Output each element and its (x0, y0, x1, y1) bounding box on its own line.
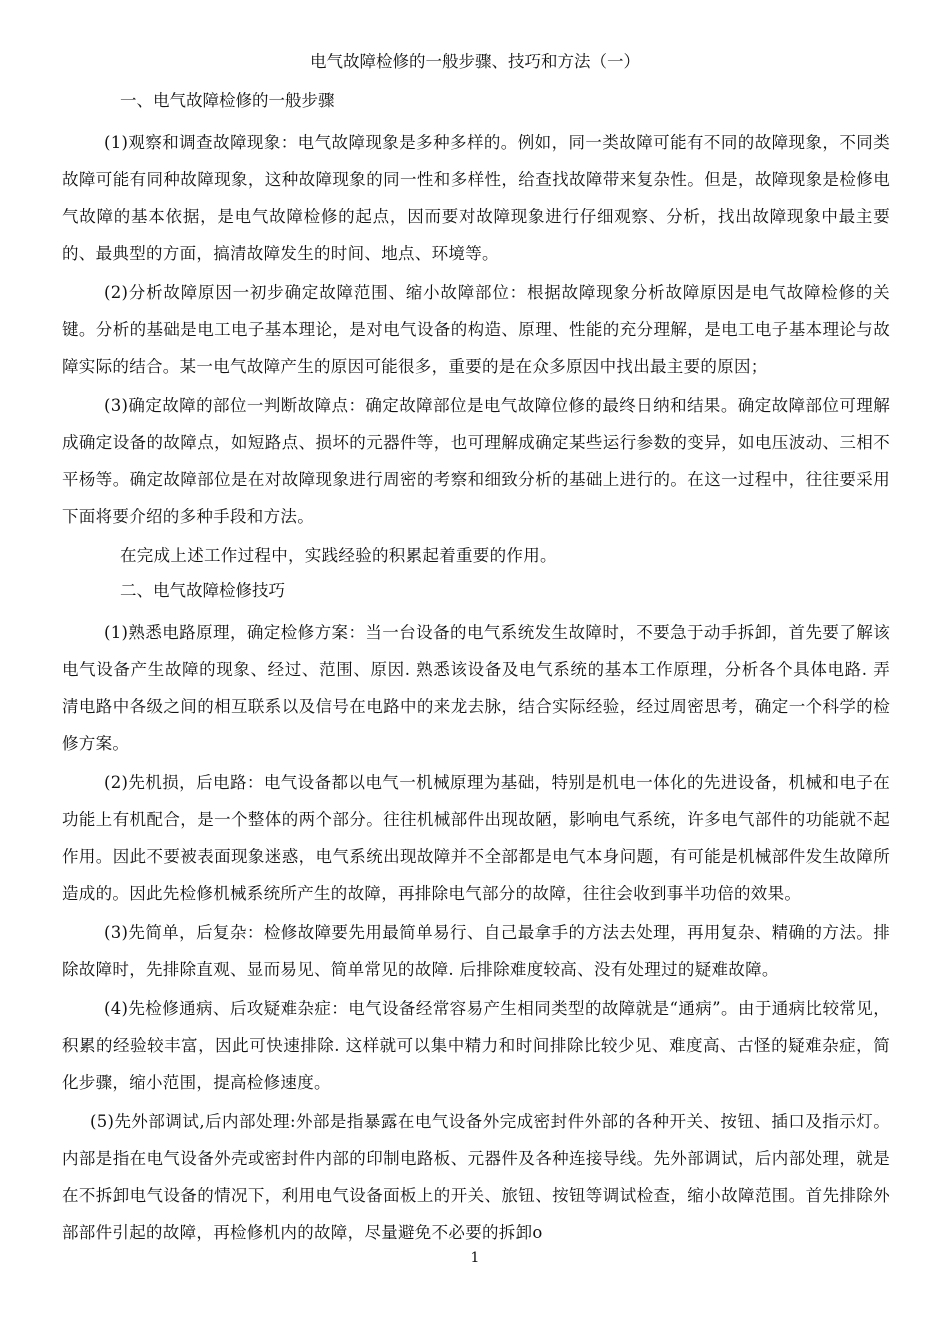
document-title: 电气故障检修的一般步骤、技巧和方法（一） (310, 52, 640, 71)
page-number: 1 (470, 1250, 480, 1266)
section-2-paragraph-5: (5)先外部调试,后内部处理:外部是指暴露在电气设备外完成密封件外部的各种开关、按钮、插口及指示灯。内部是指在电气设备外壳或密封件内部的印制电路板、元器件及各种连接导线。先外部调试，后内部处理，就是在不拆卸电气设备的情况下，利用电气设备面板上的开关、旅钮、按钮等调试检查，缩小故障范围。首先排除外部部件引起的故障，再检修机内的故障，尽量避免不必要的拆卸o (62, 1112, 890, 1242)
section-2-heading: 二、电气故障检修技巧 (120, 581, 285, 600)
section-2-paragraph-1: (1)熟悉电路原理，确定检修方案：当一台设备的电气系统发生故障时，不要急于动手拆卸，首先要了解该电气设备产生故障的现象、经过、范围、原因. 熟悉该设备及电气系统的基本工作原理，分析各个具体电路. 弄清电路中各级之间的相互联系以及信号在电路中的来龙去脉，结合实际经验，经过周密思考，确定一个科学的检修方案。 (62, 623, 890, 753)
section-1-paragraph-1: (1)观察和调查故障现象：电气故障现象是多种多样的。例如，同一类故障可能有不同的故障现象，不同类故障可能有同种故障现象，这种故障现象的同一性和多样性，给查找故障带来复杂性。但是，故障现象是检修电气故障的基本依据，是电气故障检修的起点，因而要对故障现象进行仔细观察、分析，找出故障现象中最主要的、最典型的方面，搞清故障发生的时间、地点、环境等。 (62, 133, 890, 263)
section-2-paragraph-4: (4)先检修通病、后攻疑难杂症：电气设备经常容易产生相同类型的故障就是“通病”。由于通病比较常见，积累的经验较丰富，因此可快速排除. 这样就可以集中精力和时间排除比较少见、难度高、古怪的疑难杂症，简化步骤，缩小范围，提高检修速度。 (62, 999, 890, 1092)
section-2-paragraph-2: (2)先机损，后电路：电气设备都以电气一机械原理为基础，特别是机电一体化的先进设备，机械和电子在功能上有机配合，是一个整体的两个部分。往往机械部件出现故陋，影响电气系统，许多电气部件的功能就不起作用。因此不要被表面现象迷惑，电气系统出现故障并不全部都是电气本身问题，有可能是机械部件发生故障所造成的。因此先检修机械系统所产生的故障，再排除电气部分的故障，往往会收到事半功倍的效果。 (62, 773, 890, 903)
document-body (62, 88, 890, 1253)
section-1-summary: 在完成上述工作过程中，实践经验的积累起着重要的作用。 (120, 546, 557, 565)
section-1-paragraph-3: (3)确定故障的部位一判断故障点：确定故障部位是电气故障位修的最终日纳和结果。确定故障部位可理解成确定设备的故障点，如短路点、损坏的元器件等，也可理解成确定某些运行参数的变异，如电压波动、三相不平杨等。确定故障部位是在对故障现象进行周密的考察和细致分析的基础上进行的。在这一过程中，往往要采用下面将要介绍的多种手段和方法。 (62, 396, 890, 526)
section-2-paragraph-3: (3)先简单，后复杂：检修故障要先用最简单易行、自己最拿手的方法去处理，再用复杂、精确的方法。排除故障时，先排除直观、显而易见、简单常见的故障. 后排除难度较高、没有处理过的疑难故障。 (62, 923, 890, 979)
section-1-paragraph-2: (2)分析故障原因一初步确定故障范围、缩小故障部位：根据故障现象分析故障原因是电气故障检修的关键。分析的基础是电工电子基本理论，是对电气设备的构造、原理、性能的充分理解，是电工电子基本理论与故障实际的结合。某一电气故障产生的原因可能很多，重要的是在众多原因中找出最主要的原因； (62, 283, 890, 376)
section-1-heading: 一、电气故障检修的一般步骤 (120, 91, 335, 110)
